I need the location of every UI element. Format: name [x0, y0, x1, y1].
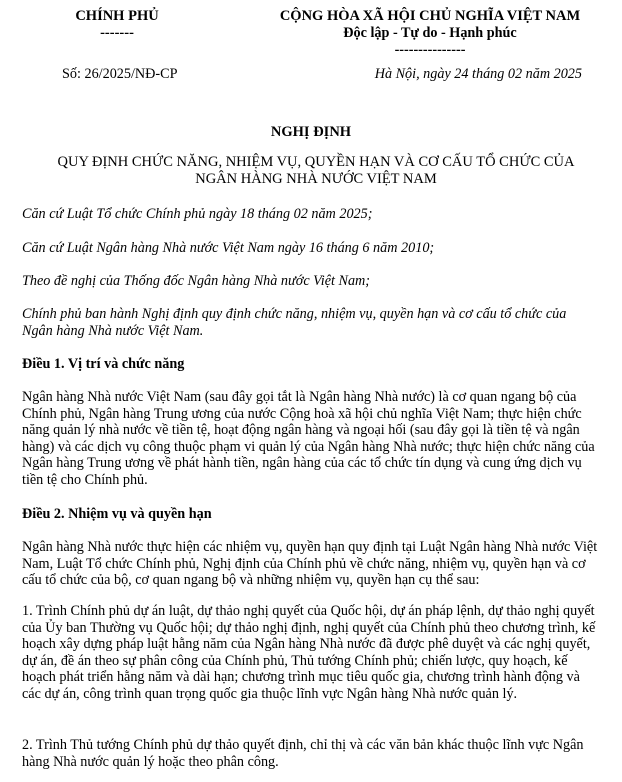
document-title: NGHỊ ĐỊNH: [270, 124, 352, 140]
article-2-item-1: 1. Trình Chính phủ dự án luật, dự thảo nghị quyết của Quốc hội, dự án pháp lệnh, dự thảo nghị quyết của Ủy ban Thường vụ Quốc hội; dự thảo nghị định, nghị quyết của Chính phủ theo chương trình, kế hoạch xây dựng pháp luật hằng năm của Ngân hàng Nhà nước đã được phê duyệt và các nghị quyết, dự án, đề án theo sự phân công của Chính phủ, Thủ tướng Chính phủ; chiến lược, quy hoạch, kế hoạch phát triển hằng năm và dài hạn; chương trình mục tiêu quốc gia, chương trình hành động và các dự án, công trình quan trọng quốc gia thuộc lĩnh vực Ngân hàng Nhà nước quản lý.: [22, 603, 596, 702]
national-motto: Độc lập - Tự do - Hạnh phúc: [343, 25, 517, 41]
article-1-text: Ngân hàng Nhà nước Việt Nam (sau đây gọi tắt là Ngân hàng Nhà nước) là cơ quan ngang bộ của Chính phủ, Ngân hàng Trung ương của nước Cộng hoà xã hội chủ nghĩa Việt Nam; thực hiện chức năng quản lý nhà nước về tiền tệ, hoạt động ngân hàng và ngoại hối (sau đây gọi là tiền tệ và ngân hàng) và các dịch vụ công thuộc phạm vi quản lý của Ngân hàng Nhà nước; thực hiện chức năng của Ngân hàng Trung ương về phát hành tiền, ngân hàng của các tổ chức tín dụng và cung ứng dịch vụ tiền tệ cho Chính phủ.: [22, 389, 595, 488]
preamble-line: Chính phủ ban hành Nghị định quy định chức năng, nhiệm vụ, quyền hạn và cơ cấu tổ chức của Ngân hàng Nhà nước Việt Nam.: [22, 306, 567, 339]
document-date: Hà Nội, ngày 24 tháng 02 năm 2025: [374, 66, 582, 82]
preamble-line: Căn cứ Luật Ngân hàng Nhà nước Việt Nam ngày 16 tháng 6 năm 2010;: [22, 240, 435, 256]
document-subtitle: QUY ĐỊNH CHỨC NĂNG, NHIỆM VỤ, QUYỀN HẠN VÀ CƠ CẤU TỔ CHỨC CỦA NGÂN HÀNG NHÀ NƯỚC VIỆT NAM: [57, 154, 575, 187]
issuing-agency-block: [52, 8, 182, 42]
article-2-intro: Ngân hàng Nhà nước thực hiện các nhiệm vụ, quyền hạn quy định tại Luật Ngân hàng Nhà nước Việt Nam, Luật Tổ chức Chính phủ, Nghị định của Chính phủ về chức năng, nhiệm vụ, quyền hạn và cơ cấu tổ chức của bộ, cơ quan ngang bộ và những nhiệm vụ, quyền hạn cụ thể sau:: [22, 539, 598, 589]
preamble-line: Căn cứ Luật Tổ chức Chính phủ ngày 18 tháng 02 năm 2025;: [22, 206, 373, 222]
issuing-agency: CHÍNH PHỦ: [75, 8, 159, 24]
article-2-heading: Điều 2. Nhiệm vụ và quyền hạn: [22, 506, 212, 522]
article-1-heading: Điều 1. Vị trí và chức năng: [22, 356, 185, 372]
agency-rule: -------: [100, 25, 134, 41]
country-name: CỘNG HÒA XÃ HỘI CHỦ NGHĨA VIỆT NAM: [279, 8, 581, 24]
national-header-block: [250, 8, 610, 59]
motto-rule: ---------------: [394, 42, 466, 58]
article-2-item-2: 2. Trình Thủ tướng Chính phủ dự thảo quyết định, chỉ thị và các văn bản khác thuộc lĩnh vực Ngân hàng Nhà nước quản lý hoặc theo phân công.: [22, 737, 584, 770]
preamble-line: Theo đề nghị của Thống đốc Ngân hàng Nhà nước Việt Nam;: [22, 273, 371, 289]
document-number: Số: 26/2025/NĐ-CP: [62, 66, 178, 82]
